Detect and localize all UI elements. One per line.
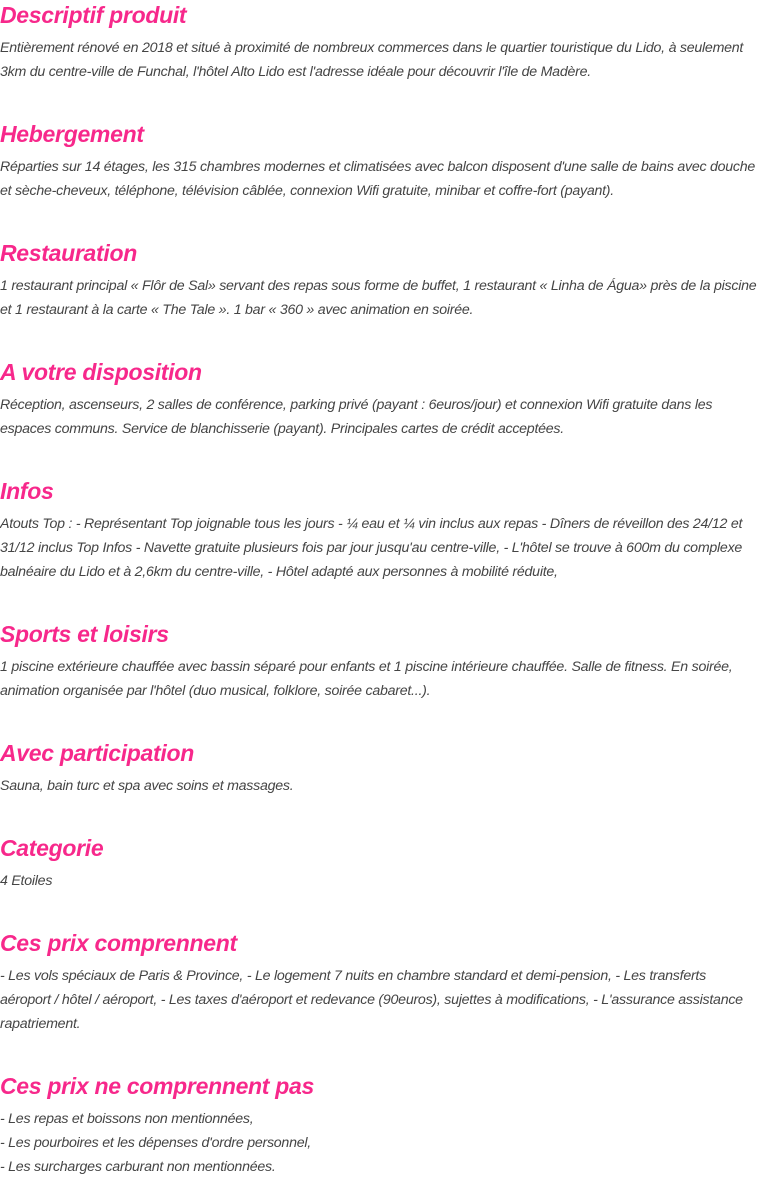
section-categorie [0, 798, 758, 893]
section-infos [0, 441, 758, 584]
section-hebergement [0, 84, 758, 203]
section-text: 4 Etoiles [0, 873, 53, 889]
section-text: Réparties sur 14 étages, les 315 chambres modernes et climatisées avec balcon disposent d'une salle de bains avec douche et sèche-cheveux, téléphone, télévision câblée, connexion Wifi gratuite, minibar et coffre-fort (payant). [0, 159, 756, 199]
excluded-item: - Les surcharges carburant non mentionnées. [0, 1159, 276, 1175]
section-text: 1 restaurant principal « Flôr de Sal» servant des repas sous forme de buffet, 1 restaurant « Linha de Água» près de la piscine et 1 restaurant à la carte « The Tale ». 1 bar « 360 » avec animation en soirée. [0, 278, 757, 318]
section-heading: Restauration [0, 240, 137, 266]
section-heading: Avec participation [0, 740, 194, 766]
section-text: Réception, ascenseurs, 2 salles de conférence, parking privé (payant : 6euros/jour) et connexion Wifi gratuite dans les espaces communs. Service de blanchisserie (payant). Principales cartes de crédit acceptées. [0, 397, 713, 437]
section-text: Atouts Top : - Représentant Top joignable tous les jours - ¼ eau et ¼ vin inclus aux repas - Dîners de réveillon des 24/12 et 31/12 inclus Top Infos - Navette gratuite plusieurs fois par jour jusqu'au centre-ville, - L'hôtel se trouve à 600m du complexe balnéaire du Lido et à 2,6km du centre-ville, - Hôtel adapté aux personnes à mobilité réduite, [0, 516, 743, 580]
section-text: 1 piscine extérieure chauffée avec bassin séparé pour enfants et 1 piscine intérieure chauffée. Salle de fitness. En soirée, animation organisée par l'hôtel (duo musical, folklore, soirée cabaret...). [0, 659, 733, 699]
section-heading: Ces prix ne comprennent pas [0, 1073, 314, 1099]
section-ces-prix-ne-comprennent-pas [0, 1036, 758, 1179]
section-heading: Infos [0, 478, 54, 504]
excluded-item: - Les repas et boissons non mentionnées, [0, 1111, 254, 1127]
excluded-item: - Les pourboires et les dépenses d'ordre personnel, [0, 1135, 311, 1151]
section-restauration [0, 203, 758, 322]
section-heading: Categorie [0, 835, 104, 861]
section-text: Entièrement rénové en 2018 et situé à proximité de nombreux commerces dans le quartier touristique du Lido, à seulement 3km du centre-ville de Funchal, l'hôtel Alto Lido est l'adresse idéale pour découvrir l'île de Madère. [0, 40, 744, 80]
section-sports-et-loisirs [0, 584, 758, 703]
section-avec-participation [0, 703, 758, 798]
section-text: - Les vols spéciaux de Paris & Province, - Le logement 7 nuits en chambre standard et demi-pension, - Les transferts aéroport / hôtel / aéroport, - Les taxes d'aéroport et redevance (90euros), sujettes à modifications, - L'assurance assistance rapatriement. [0, 968, 743, 1032]
section-ces-prix-comprennent [0, 893, 758, 1036]
section-descriptif-produit [0, 0, 758, 84]
section-heading: Ces prix comprennent [0, 930, 237, 956]
section-heading: Sports et loisirs [0, 621, 169, 647]
section-heading: Descriptif produit [0, 2, 187, 28]
section-heading: A votre disposition [0, 359, 202, 385]
section-text: Sauna, bain turc et spa avec soins et massages. [0, 778, 294, 794]
section-a-votre-disposition [0, 322, 758, 441]
section-heading: Hebergement [0, 121, 144, 147]
